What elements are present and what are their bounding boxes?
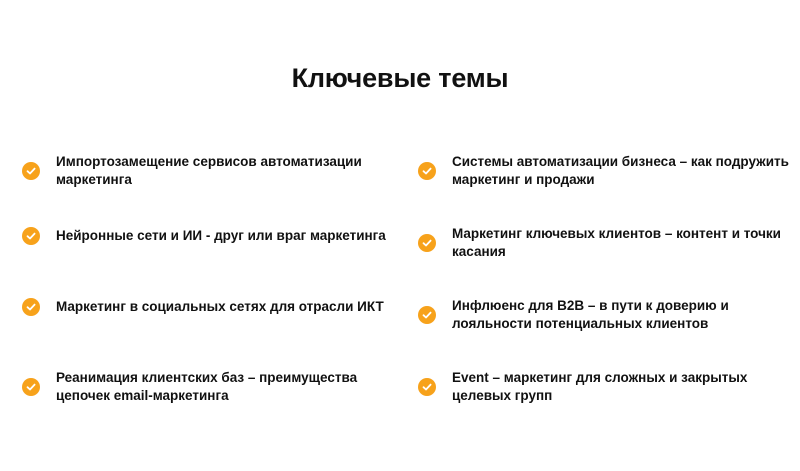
topic-label: Инфлюенс для B2B – в пути к доверию и лояльности потенциальных клиентов — [452, 298, 729, 331]
topic-label: Event – маркетинг для сложных и закрытых целевых групп — [452, 370, 748, 403]
checkmark-circle-icon — [418, 306, 436, 324]
checkmark-circle-icon — [22, 227, 40, 245]
checkmark-circle-icon — [418, 378, 436, 396]
topic-item — [418, 369, 793, 405]
topic-item — [418, 153, 793, 189]
topic-item — [418, 297, 793, 333]
checkmark-circle-icon — [22, 298, 40, 316]
checkmark-circle-icon — [22, 162, 40, 180]
topic-label: Маркетинг ключевых клиентов – контент и точки касания — [452, 226, 781, 259]
checkmark-circle-icon — [418, 234, 436, 252]
checkmark-circle-icon — [22, 378, 40, 396]
topic-label: Нейронные сети и ИИ - друг или враг маркетинга — [56, 228, 386, 243]
topic-label: Реанимация клиентских баз – преимущества цепочек email-маркетинга — [56, 370, 358, 403]
topic-label: Маркетинг в социальных сетях для отрасли ИКТ — [56, 299, 384, 314]
checkmark-circle-icon — [418, 162, 436, 180]
topic-item — [22, 298, 392, 316]
topic-label: Импортозамещение сервисов автоматизации маркетинга — [56, 154, 362, 187]
topic-item — [22, 227, 392, 245]
topic-item — [418, 225, 793, 261]
topic-item — [22, 369, 392, 405]
page-title: Ключевые темы — [291, 63, 509, 93]
topic-item — [22, 153, 392, 189]
topic-label: Системы автоматизации бизнеса – как подружить маркетинг и продажи — [452, 154, 789, 187]
